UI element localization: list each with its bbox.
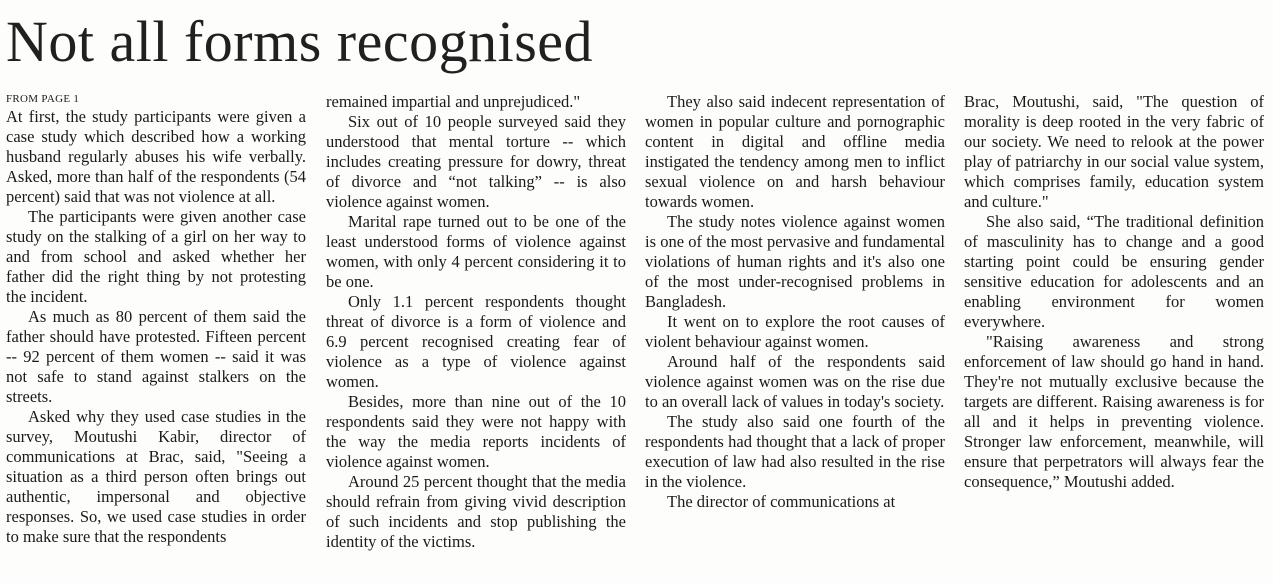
paragraph: Asked why they used case studies in the survey, Moutushi Kabir, director of communications at Brac, said, "Seeing a situation as a third person often brings out authentic, impersonal and objective responses. So, we used case studies in order to make sure that the respondents — [6, 407, 306, 546]
paragraph: remained impartial and unprejudiced." — [326, 92, 581, 111]
paragraph: The study notes violence against women is one of the most pervasive and fundamental violations of human rights and it's also one of the most under-recognised problems in Bangladesh. — [645, 212, 945, 311]
headline: Not all forms recognised — [6, 9, 594, 74]
article-column-3 — [645, 92, 945, 512]
paragraph: Only 1.1 percent respondents thought threat of divorce is a form of violence and 6.9 percent recognised creating fear of violence as a type of violence against women. — [326, 292, 626, 391]
paragraph: The director of communications at — [667, 492, 896, 511]
paragraph: Marital rape turned out to be one of the least understood forms of violence against women, with only 4 percent considering it to be one. — [326, 212, 626, 291]
paragraph: They also said indecent representation of women in popular culture and pornographic content in digital and offline media instigated the tendency among men to inflict sexual violence on and harsh behaviour towards women. — [645, 92, 945, 211]
paragraph: "Raising awareness and strong enforcement of law should go hand in hand. They're not mutually exclusive because the targets are different. Raising awareness is for all and it helps in preventing violence. Stronger law enforcement, meanwhile, will ensure that perpetrators will always fear the consequence,” Moutushi added. — [964, 332, 1264, 491]
paragraph: She also said, “The traditional definition of masculinity has to change and a good starting point could be ensuring gender sensitive education for adolescents and an enabling environment for women everywhere. — [964, 212, 1264, 331]
paragraph: The participants were given another case study on the stalking of a girl on her way to and from school and asked whether her father did the right thing by not protesting the incident. — [6, 207, 306, 306]
continuation-kicker: FROM PAGE 1 — [6, 93, 80, 105]
paragraph: Brac, Moutushi, said, "The question of morality is deep rooted in the very fabric of our society. We need to relook at the power play of patriarchy in our social value system, which comprises family, education system and culture." — [964, 92, 1264, 211]
article-column-1 — [6, 92, 306, 547]
paragraph: Six out of 10 people surveyed said they understood that mental torture -- which includes creating pressure for dowry, threat of divorce and “not talking” -- is also violence against women. — [326, 112, 626, 211]
paragraph: Around half of the respondents said violence against women was on the rise due to an overall lack of values in today's society. — [645, 352, 945, 411]
paragraph: It went on to explore the root causes of violent behaviour against women. — [645, 312, 945, 351]
article-column-4 — [964, 92, 1264, 492]
paragraph: At first, the study participants were given a case study which described how a working husband regularly abuses his wife verbally. Asked, more than half of the respondents (54 percent) said that was not violence at all. — [6, 107, 306, 206]
article-column-2 — [326, 92, 626, 552]
paragraph: As much as 80 percent of them said the father should have protested. Fifteen percent -- 92 percent of them women -- said it was not safe to stand against stalkers on the streets. — [6, 307, 306, 406]
article-body — [6, 92, 1268, 584]
paragraph: Besides, more than nine out of the 10 respondents said they were not happy with the way the media reports incidents of violence against women. — [326, 392, 626, 471]
paragraph: Around 25 percent thought that the media should refrain from giving vivid description of such incidents and stop publishing the identity of the victims. — [326, 472, 626, 551]
paragraph: The study also said one fourth of the respondents had thought that a lack of proper execution of law had also resulted in the rise in the violence. — [645, 412, 945, 491]
